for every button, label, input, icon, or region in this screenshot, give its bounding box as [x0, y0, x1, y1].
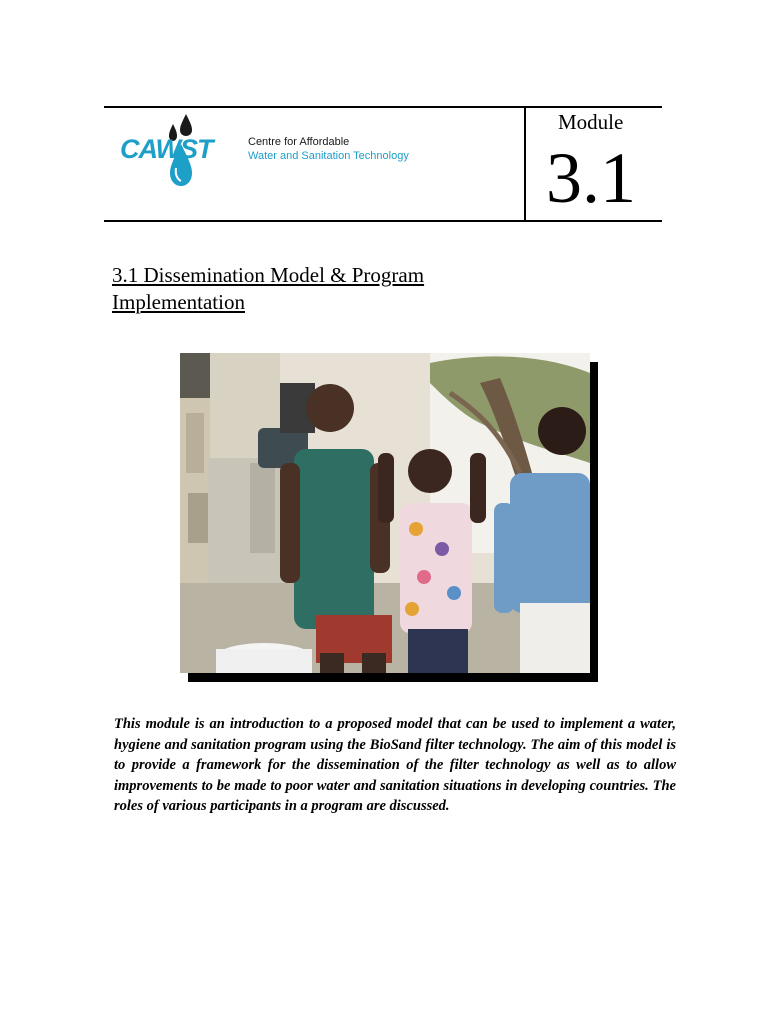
- cawst-logo: [114, 108, 416, 188]
- module-abstract: This module is an introduction to a proposed model that can be used to implement a water, hygiene and sanitation program using the BioSand filter technology. The aim of this model is to provide a framework for the dissemination of the filter technology as well as to allow improvements to be made to poor water and sanitation situations in developing countries. The roles of various participants in a program are discussed.: [114, 716, 676, 814]
- children-photo: [180, 353, 590, 673]
- header-divider: [524, 108, 526, 220]
- module-number: 3.1: [546, 138, 636, 218]
- logo-wordmark: CAWST: [120, 134, 213, 164]
- module-label: Module: [558, 110, 624, 134]
- children-photo-illustration: [180, 353, 590, 673]
- logo-tagline-line1: Centre for Affordable: [248, 136, 350, 148]
- logo-tagline-line2: Water and Sanitation Technology: [248, 150, 409, 162]
- page-title: 3.1 Dissemination Model & Program Implementation: [112, 263, 425, 314]
- header-bottom-rule: [104, 220, 662, 222]
